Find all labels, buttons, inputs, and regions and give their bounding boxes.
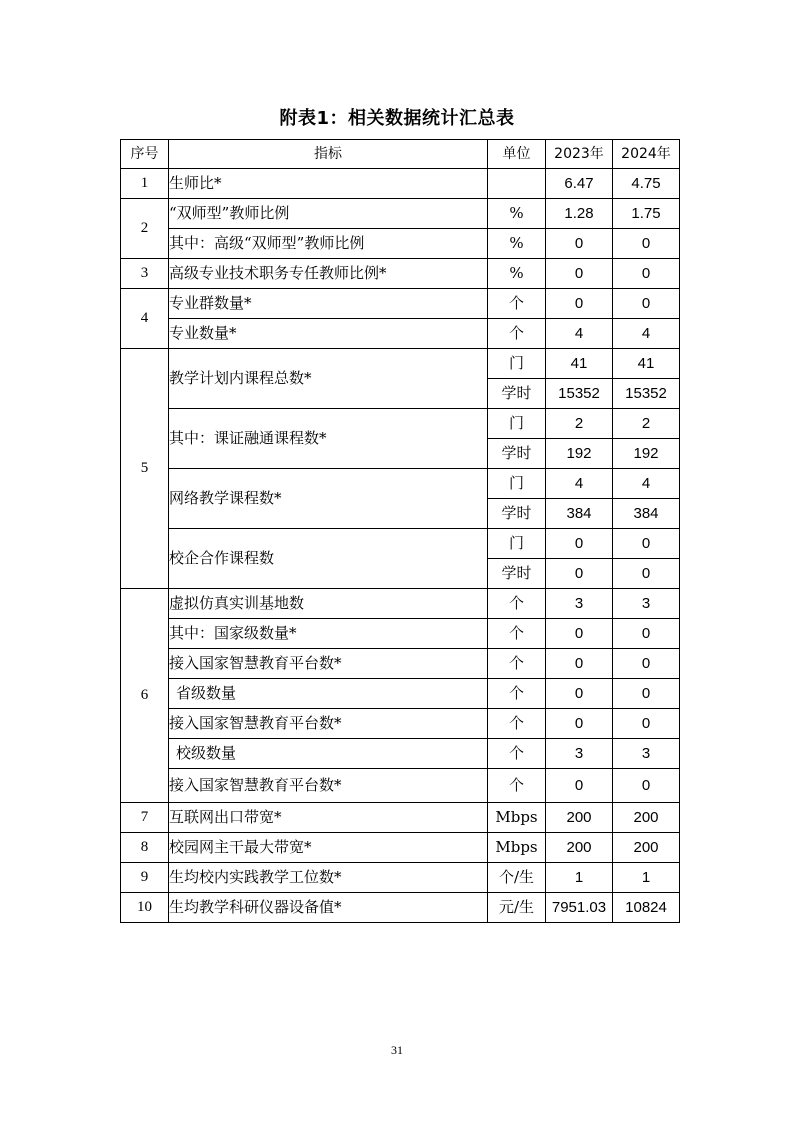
row-seq: 1: [121, 169, 169, 199]
value-2024: 192: [613, 439, 680, 469]
value-2023: 4: [546, 319, 613, 349]
value-2023: 0: [546, 709, 613, 739]
value-2024: 10824: [613, 893, 680, 923]
header-2024: 2024年: [613, 140, 680, 169]
value-2023: 0: [546, 679, 613, 709]
row-unit: 个: [488, 709, 546, 739]
value-2024: 0: [613, 289, 680, 319]
table-row: [121, 679, 680, 709]
table-row: [121, 863, 680, 893]
value-2024: 2: [613, 409, 680, 439]
table-row: [121, 169, 680, 199]
row-seq: 9: [121, 863, 169, 893]
value-2024: 4: [613, 319, 680, 349]
row-unit: 门: [488, 409, 546, 439]
table-row: [121, 589, 680, 619]
row-unit: 个: [488, 319, 546, 349]
row-unit: 个/生: [488, 863, 546, 893]
row-seq: 10: [121, 893, 169, 923]
value-2023: 6.47: [546, 169, 613, 199]
value-2023: 0: [546, 289, 613, 319]
table-row: [121, 259, 680, 289]
row-unit: 个: [488, 619, 546, 649]
row-unit: 个: [488, 589, 546, 619]
value-2024: 200: [613, 833, 680, 863]
row-unit: 学时: [488, 559, 546, 589]
table-row: [121, 893, 680, 923]
row-seq: 5: [121, 349, 169, 589]
value-2023: 1: [546, 863, 613, 893]
table-row: [121, 649, 680, 679]
row-indicator: 其中：国家级数量*: [169, 619, 488, 649]
row-unit: %: [488, 199, 546, 229]
page-title: 附表1：相关数据统计汇总表: [279, 108, 515, 129]
row-unit: 学时: [488, 499, 546, 529]
table-row: [121, 319, 680, 349]
value-2023: 0: [546, 619, 613, 649]
header-unit: 单位: [488, 140, 546, 169]
value-2023: 0: [546, 259, 613, 289]
row-indicator: 生均教学科研仪器设备值*: [169, 893, 488, 923]
row-indicator: 高级专业技术职务专任教师比例*: [169, 259, 488, 289]
row-indicator: “双师型”教师比例: [169, 199, 488, 229]
row-indicator: 接入国家智慧教育平台数*: [169, 649, 488, 679]
row-indicator: 校级数量: [169, 739, 488, 769]
row-seq: 2: [121, 199, 169, 259]
row-indicator: 虚拟仿真实训基地数: [169, 589, 488, 619]
row-unit: 门: [488, 529, 546, 559]
row-indicator: 生师比*: [169, 169, 488, 199]
value-2023: 200: [546, 803, 613, 833]
value-2024: 15352: [613, 379, 680, 409]
value-2024: 4.75: [613, 169, 680, 199]
table-row: [121, 833, 680, 863]
value-2024: 0: [613, 649, 680, 679]
table-row: [121, 529, 680, 559]
row-indicator: 教学计划内课程总数*: [169, 349, 488, 409]
row-seq: 3: [121, 259, 169, 289]
table-row: [121, 803, 680, 833]
value-2023: 384: [546, 499, 613, 529]
value-2024: 0: [613, 259, 680, 289]
table-header-row: [121, 140, 680, 169]
table-row: [121, 199, 680, 229]
table-row: [121, 409, 680, 439]
header-indicator: 指标: [169, 140, 488, 169]
statistics-table: [120, 139, 680, 923]
value-2024: 0: [613, 559, 680, 589]
value-2023: 3: [546, 739, 613, 769]
value-2023: 4: [546, 469, 613, 499]
value-2023: 2: [546, 409, 613, 439]
table-row: [121, 349, 680, 379]
row-unit: %: [488, 229, 546, 259]
value-2024: 41: [613, 349, 680, 379]
table-row: [121, 739, 680, 769]
value-2024: 0: [613, 619, 680, 649]
row-unit: 个: [488, 679, 546, 709]
row-seq: 8: [121, 833, 169, 863]
value-2024: 384: [613, 499, 680, 529]
row-unit: 个: [488, 289, 546, 319]
value-2023: 0: [546, 529, 613, 559]
value-2024: 3: [613, 739, 680, 769]
row-unit: 门: [488, 349, 546, 379]
value-2023: 7951.03: [546, 893, 613, 923]
value-2024: 0: [613, 679, 680, 709]
value-2024: 1.75: [613, 199, 680, 229]
value-2024: 0: [613, 769, 680, 803]
table-row: [121, 709, 680, 739]
value-2023: 192: [546, 439, 613, 469]
value-2024: 0: [613, 529, 680, 559]
row-seq: 6: [121, 589, 169, 803]
row-unit: 学时: [488, 379, 546, 409]
value-2023: 3: [546, 589, 613, 619]
row-unit: 门: [488, 469, 546, 499]
row-indicator: 其中：课证融通课程数*: [169, 409, 488, 469]
value-2023: 0: [546, 559, 613, 589]
row-indicator: 专业群数量*: [169, 289, 488, 319]
row-unit: 元/生: [488, 893, 546, 923]
table-row: [121, 769, 680, 803]
row-indicator: 生均校内实践教学工位数*: [169, 863, 488, 893]
value-2024: 0: [613, 709, 680, 739]
table-row: [121, 469, 680, 499]
row-indicator: 网络教学课程数*: [169, 469, 488, 529]
row-unit: %: [488, 259, 546, 289]
table-row: [121, 229, 680, 259]
row-seq: 4: [121, 289, 169, 349]
value-2023: 0: [546, 649, 613, 679]
value-2023: 200: [546, 833, 613, 863]
value-2023: 0: [546, 769, 613, 803]
value-2024: 200: [613, 803, 680, 833]
header-seq: 序号: [121, 140, 169, 169]
row-unit: 个: [488, 739, 546, 769]
row-indicator: 省级数量: [169, 679, 488, 709]
row-indicator: 其中：高级“双师型”教师比例: [169, 229, 488, 259]
row-unit: [488, 169, 546, 199]
row-indicator: 互联网出口带宽*: [169, 803, 488, 833]
row-indicator: 校园网主干最大带宽*: [169, 833, 488, 863]
row-unit: Mbps: [488, 803, 546, 833]
value-2024: 1: [613, 863, 680, 893]
row-unit: 个: [488, 769, 546, 803]
row-indicator: 校企合作课程数: [169, 529, 488, 589]
row-indicator: 接入国家智慧教育平台数*: [169, 709, 488, 739]
row-unit: 学时: [488, 439, 546, 469]
row-unit: Mbps: [488, 833, 546, 863]
value-2023: 15352: [546, 379, 613, 409]
table-row: [121, 289, 680, 319]
value-2023: 41: [546, 349, 613, 379]
value-2024: 3: [613, 589, 680, 619]
row-seq: 7: [121, 803, 169, 833]
row-unit: 个: [488, 649, 546, 679]
table-row: [121, 619, 680, 649]
row-indicator: 接入国家智慧教育平台数*: [169, 769, 488, 803]
value-2023: 1.28: [546, 199, 613, 229]
value-2024: 0: [613, 229, 680, 259]
header-2023: 2023年: [546, 140, 613, 169]
value-2024: 4: [613, 469, 680, 499]
row-indicator: 专业数量*: [169, 319, 488, 349]
value-2023: 0: [546, 229, 613, 259]
page-number: 31: [391, 1043, 403, 1057]
